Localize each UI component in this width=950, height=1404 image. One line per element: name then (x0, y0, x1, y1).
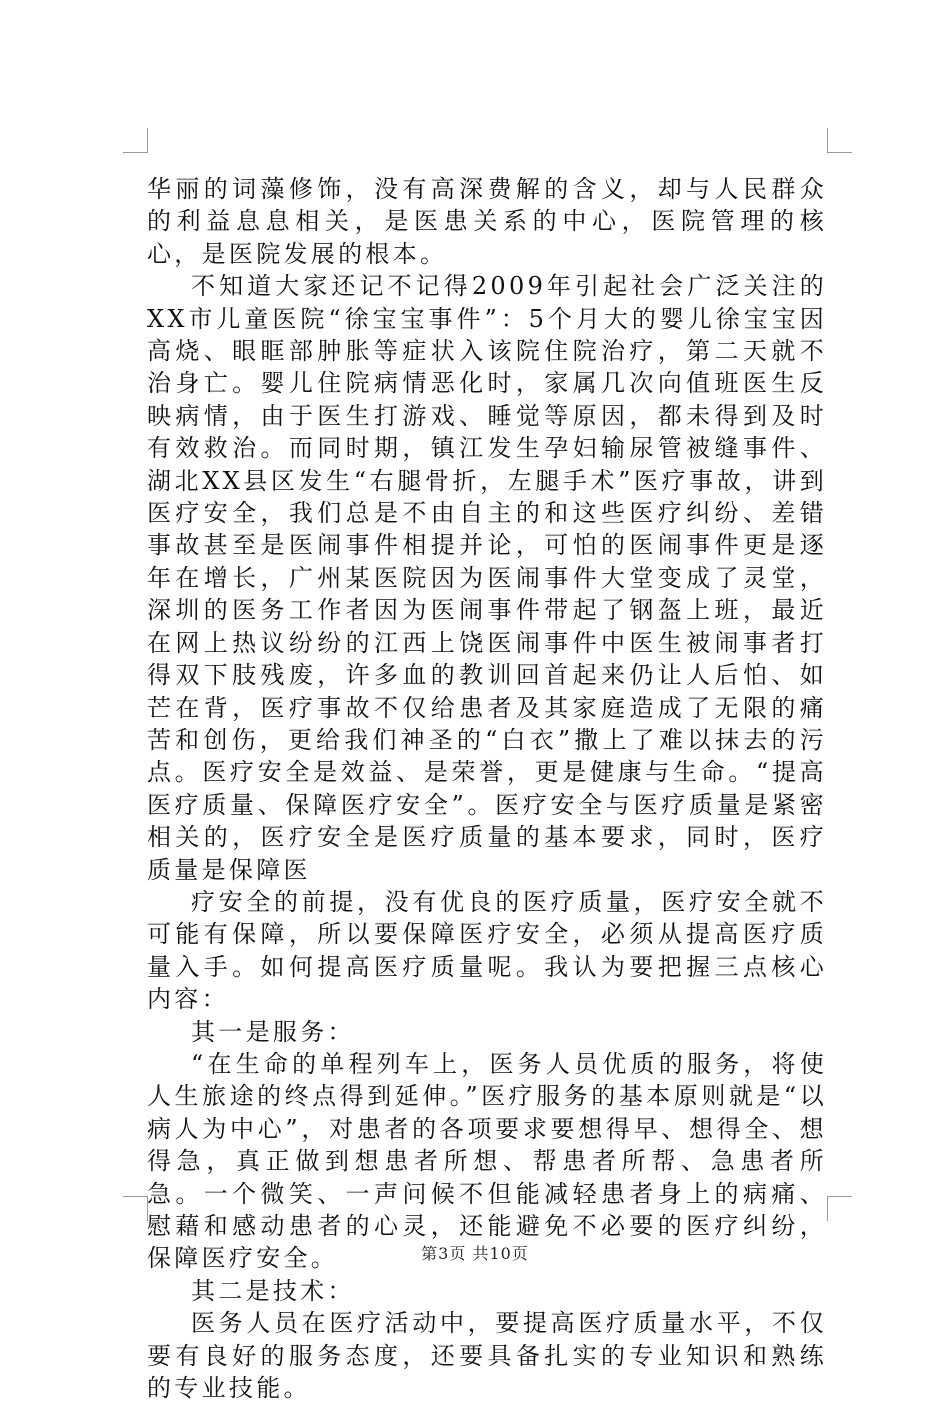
paragraph-technique: 医务人员在医疗活动中，要提高医疗质量水平，不仅要有良好的服务态度，还要具备扎实的专业知识和熟练的专业技能。 (147, 1309, 827, 1403)
page-number-footer: 第3页 共10页 (421, 1244, 529, 1263)
paragraph-xu-baobao-incident: 不知道大家还记不记得2009年引起社会广泛关注的XX市儿童医院“徐宝宝事件”：5个月大的婴儿徐宝宝因高烧、眼眶部肿胀等症状入该院住院治疗，第二天就不治身亡。婴儿住院病情恶化时，家属几次向值班医生反映病情，由于医生打游戏、睡觉等原因，都未得到及时有效救治。而同时期，镇江发生孕妇输尿管被缝事件、湖北XX县区发生“右腿骨折，左腿手术”医疗事故，讲到医疗安全，我们总是不由自主的和这些医疗纠纷、差错事故甚至是医闹事件相提并论，可怕的医闹事件更是逐年在增长，广州某医院因为医闹事件大堂变成了灵堂，深圳的医务工作者因为医闹事件带起了钢盔上班，最近在网上热议纷纷的江西上饶医闹事件中医生被闹事者打得双下肢残废，许多血的教训回首起来仍让人后怕、如芒在背，医疗事故不仅给患者及其家庭造成了无限的痛苦和创伤，更给我们神圣的“白衣”撒上了难以抹去的污点。医疗安全是效益、是荣誉，更是健康与生命。“提高医疗质量、保障医疗安全”。医疗安全与医疗质量是紧密相关的，医疗安全是医疗质量的基本要求，同时，医疗质量是保障医 (147, 272, 827, 884)
heading-service: 其一是服务： (191, 1017, 355, 1046)
paragraph-service: “在生命的单程列车上，医务人员优质的服务，将使人生旅途的终点得到延伸。”医疗服务的基本原则就是“以病人为中心”，对患者的各项要求要想得早、想得全、想得急，真正做到想患者所想、帮患者所帮、急患者所急。一个微笑、一声问候不但能减轻患者身上的病痛、慰藉和感动患者的心灵，还能避免不必要的医疗纠纷，保障医疗安全。 (147, 1049, 827, 1273)
heading-technique: 其二是技术： (191, 1276, 355, 1305)
crop-mark-bottom-left (123, 1196, 148, 1221)
crop-mark-bottom-right (827, 1196, 852, 1221)
paragraph-continuation: 华丽的词藻修饰，没有高深费解的含义，却与人民群众的利益息息相关，是医患关系的中心，医院管理的核心，是医院发展的根本。 (147, 175, 827, 268)
document-body (147, 173, 827, 1404)
crop-mark-top-left (123, 128, 148, 153)
paragraph-quality-premise: 疗安全的前提，没有优良的医疗质量，医疗安全就不可能有保障，所以要保障医疗安全，必须从提高医疗质量入手。如何提高医疗质量呢。我认为要把握三点核心内容： (147, 887, 827, 1014)
crop-mark-top-right (827, 128, 852, 153)
